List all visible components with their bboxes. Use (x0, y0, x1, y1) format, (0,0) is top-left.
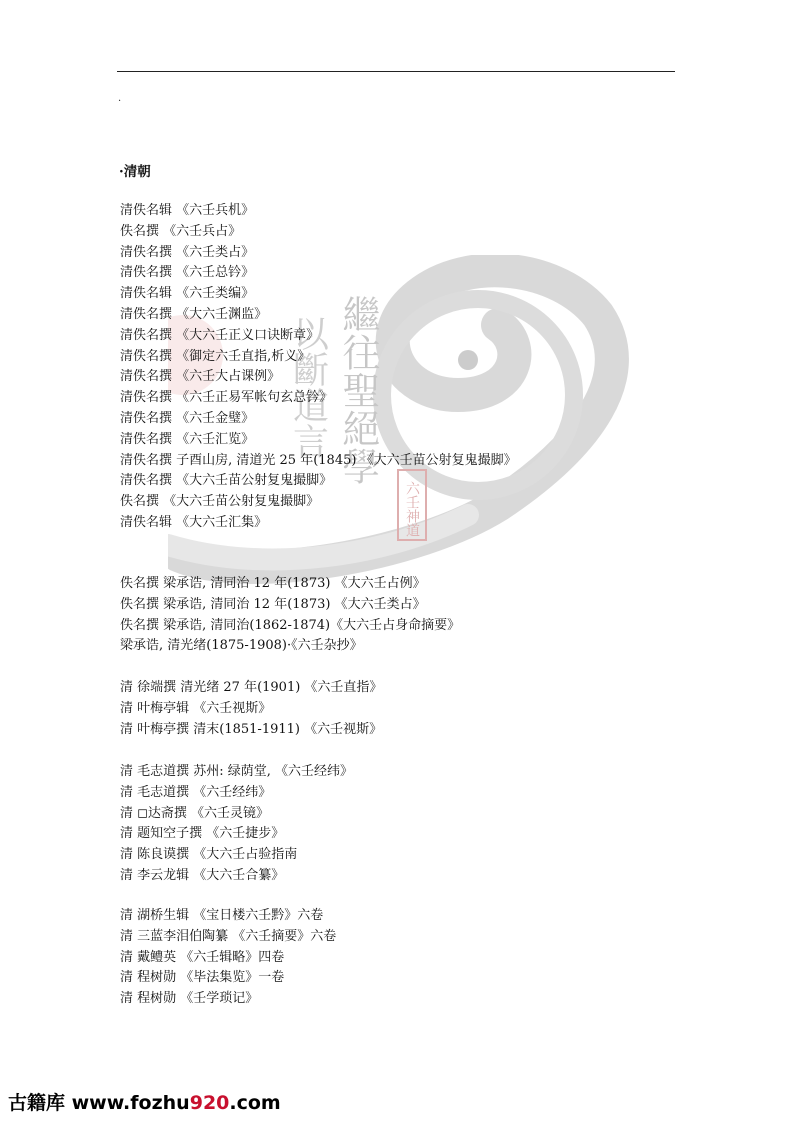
list-item: 清 叶梅亭撰 清末(1851-1911) 《六壬视斯》 (120, 721, 383, 737)
list-item: 佚名撰 梁承诰, 清同治 12 年(1873) 《大六壬占例》 (120, 576, 426, 591)
list-item: 清 毛志道撰 《六壬经纬》 (120, 784, 272, 800)
list-item: 清 徐端撰 清光绪 27 年(1901) 《六壬直指》 (120, 680, 383, 695)
list-item: 清佚名撰 《六壬汇览》 (120, 431, 255, 447)
list-item: 佚名撰 梁承诰, 清同治 12 年(1873) 《大六壬类占》 (120, 596, 426, 612)
footer-prefix: 古籍库 www.fozhu (8, 1092, 190, 1114)
list-item: 清 湖桥生辑 《宝日楼六壬黔》六卷 (120, 908, 324, 923)
list-item: 佚名撰 梁承诰, 清同治(1862-1874)《大六壬占身命摘要》 (120, 617, 461, 633)
list-item: 清 李云龙辑 《大六壬合纂》 (120, 868, 285, 883)
list-item: 清 三蓝李泪伯陶纂 《六壬摘要》六卷 (120, 928, 337, 944)
list-item: 清佚名撰 《御定六壬直指,析义》 (120, 348, 311, 364)
list-item: 清 叶梅亭辑 《六壬视斯》 (120, 700, 272, 716)
section-heading: ·清朝 (119, 164, 151, 180)
footer-suffix: .com (229, 1092, 281, 1114)
footer-watermark (8, 1088, 281, 1115)
list-item: 清 毛志道撰 苏州: 绿荫堂, 《六壬经纬》 (120, 764, 354, 779)
list-item: 清 程树勋 《毕法集览》一卷 (120, 970, 285, 986)
list-item: 清佚名撰 《六壬类占》 (120, 244, 255, 260)
seal-text: 六壬神道 (404, 481, 420, 537)
list-item: 梁承诰, 清光绪(1875-1908)·《六壬杂抄》 (120, 638, 363, 654)
list-item: 清 题知空子撰 《六壬捷步》 (120, 826, 285, 842)
list-item: 清 ◻达斋撰 《六壬灵镜》 (120, 805, 270, 821)
list-item: 清佚名辑 《大六壬汇集》 (120, 515, 268, 530)
list-item: 清 戴鳢英 《六壬辑略》四卷 (120, 949, 285, 965)
list-item: 清佚名撰 《大六壬苗公射复鬼撮脚》 (120, 473, 333, 489)
list-item: 佚名撰 《大六壬苗公射复鬼撮脚》 (120, 494, 320, 510)
list-item: 佚名撰 《六壬兵占》 (120, 223, 242, 239)
list-item: 清佚名撰 《六壬正易军帐句玄总钤》 (120, 390, 333, 406)
list-item: 清佚名撰 《大六壬正义口诀断章》 (120, 327, 320, 343)
list-item: 清佚名撰 子酉山房, 清道光 25 年(1845) 《大六壬苗公射复鬼撮脚》 (120, 452, 517, 468)
list-item: 清佚名撰 《六壬金璧》 (120, 411, 255, 426)
watermark-text-1: 繼往聖絕學 (336, 295, 380, 485)
header-rule (117, 71, 675, 72)
list-item: 清 程树勋 《壬学琐记》 (120, 991, 259, 1007)
list-item: 清佚名辑 《六壬兵机》 (120, 203, 255, 218)
watermark-text-2: 以斷道言 (287, 315, 329, 459)
footer-highlight: 920 (189, 1092, 230, 1114)
list-item: 清佚名辑 《六壬类编》 (120, 286, 255, 302)
list-item: 清佚名撰 《六壬大占课例》 (120, 369, 281, 385)
stray-dot: · (118, 96, 122, 107)
list-item: 清 陈良谟撰 《大六壬占验指南 (120, 847, 298, 863)
list-item: 清佚名撰 《六壬总钤》 (120, 265, 255, 281)
list-item: 清佚名撰 《大六壬渊监》 (120, 307, 268, 322)
